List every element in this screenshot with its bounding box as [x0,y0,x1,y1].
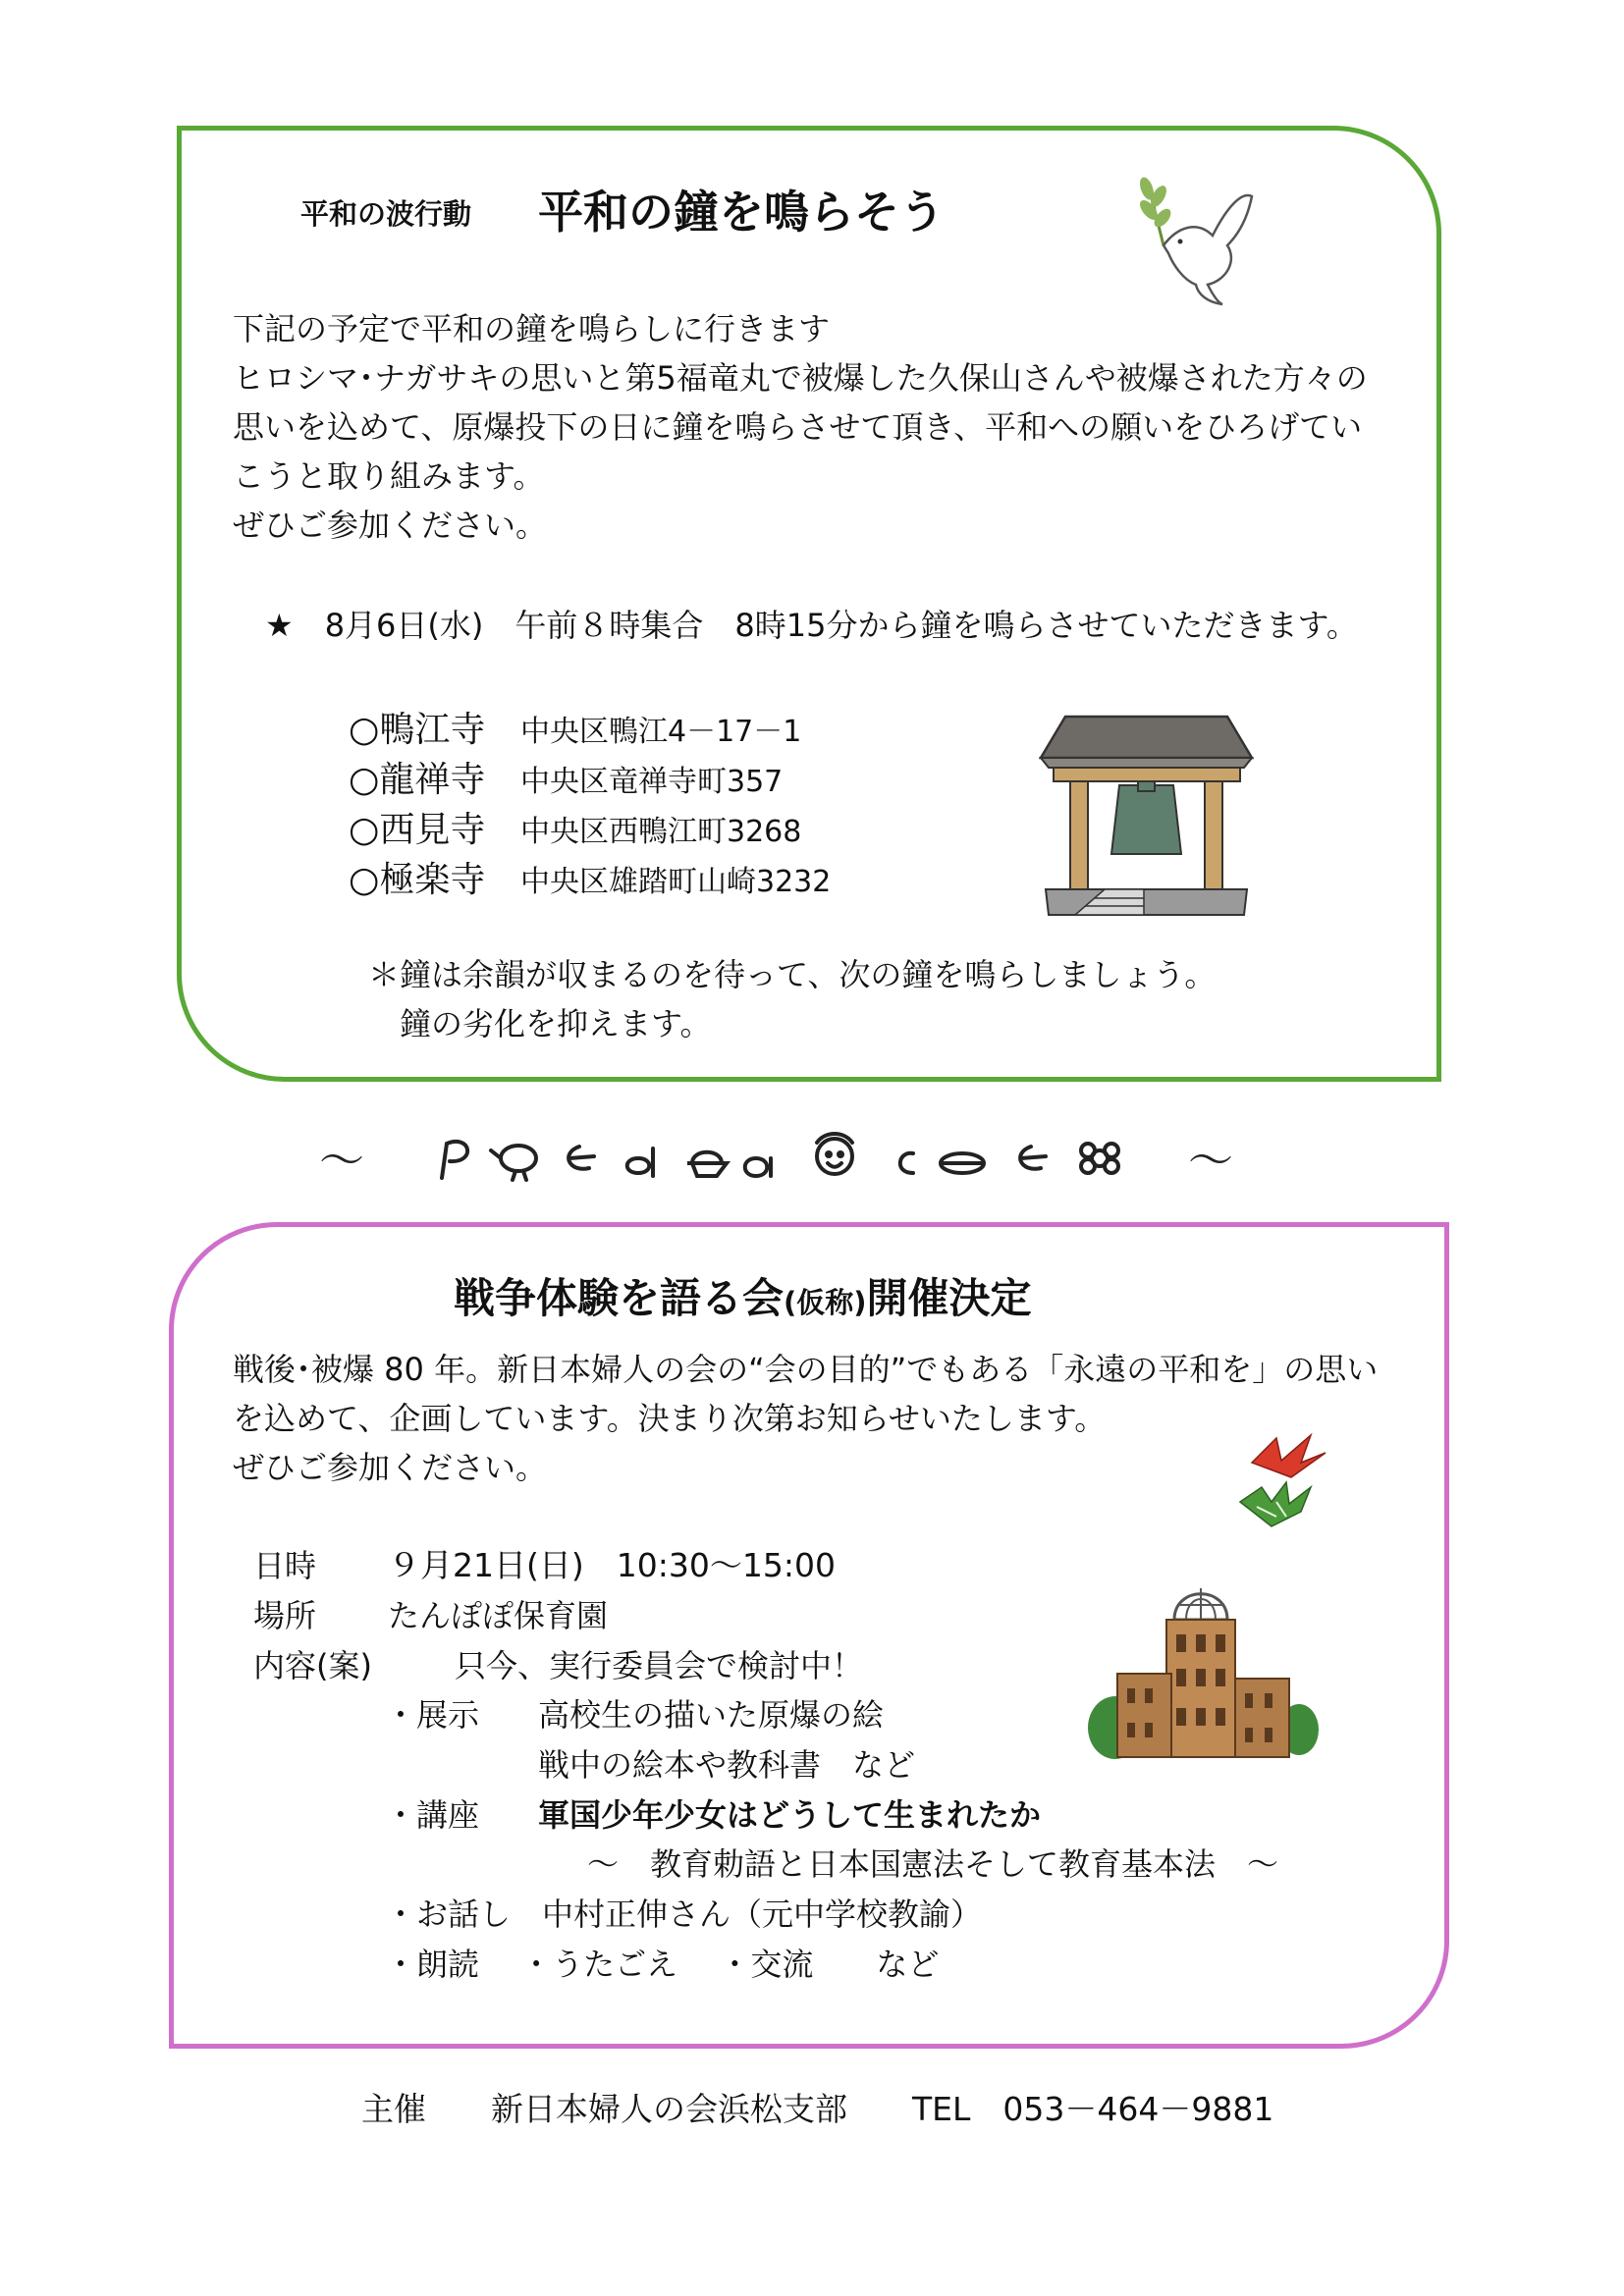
event-place-row [253,1591,863,1641]
temple-name: ○極楽寺 [349,860,486,900]
divider-tilde-left: ～ [319,1134,364,1187]
temple-address: 中央区雄踏町山崎3232 [520,865,832,899]
content-value: 只今、実行委員会で検討中！ [455,1647,864,1684]
bell-body-line: 思いを込めて、原爆投下の日に鐘を鳴らさせて頂き、平和への願いをひろげてい [233,408,1363,446]
talk-value: 中村正伸さん（元中学校教諭） [542,1896,983,1933]
bell-body-line: こうと取り組みます。 [233,457,545,495]
temple-name: ○西見寺 [349,810,486,850]
dove-icon [1119,167,1267,314]
place-label: 場所 [253,1597,317,1634]
divider-tilde-right: ～ [1188,1134,1233,1187]
war-body-line: 戦後･被爆 80 年。新日本婦人の会の“会の目的”でもある「永遠の平和を」の思い [233,1351,1379,1388]
place-value: たんぽぽ保育園 [388,1597,609,1634]
exhibit-label: ・展示 [385,1696,480,1734]
temple-item [349,752,831,802]
war-title-tentative: (仮称) [784,1286,867,1319]
misc-activities: ・朗読 ・うたごえ ・交流 など [385,1946,940,1983]
event-date-row [253,1541,863,1591]
bell-note [368,950,1216,1048]
event-content-row [253,1641,863,1691]
lecture-label: ・講座 [385,1796,480,1834]
bell-subtitle: 平和の波行動 [300,197,472,231]
decorative-flourish-icon [432,1129,1168,1188]
war-body-line: を込めて、企画しています。決まり次第お知らせいたします。 [233,1400,1107,1437]
event-details [253,1541,863,1691]
temple-item [349,852,831,902]
bell-title: 平和の鐘を鳴らそう [538,186,945,239]
war-body-line: ぜひご参加ください。 [233,1449,548,1486]
temple-name: ○龍禅寺 [349,760,486,800]
content-label: 内容(案) [253,1647,372,1684]
bell-body [233,304,1368,550]
exhibit-line: 高校生の描いた原爆の絵 [538,1696,885,1734]
exhibit-line: 戦中の絵本や教科書 など [538,1746,916,1784]
war-body [233,1345,1378,1492]
war-title [454,1266,1032,1325]
atomic-bomb-dome-icon [1088,1580,1319,1762]
bell-tower-icon [1036,707,1257,918]
bell-body-line: ヒロシマ･ナガサキの思いと第5福竜丸で被爆した久保山さんや被爆された方々の [233,359,1368,397]
lecture-subtitle: ～ 教育勅語と日本国憲法そして教育基本法 ～ [587,1845,1279,1883]
temple-list [349,702,831,902]
temple-address: 中央区竜禅寺町357 [520,765,784,799]
war-title-main: 戦争体験を語る会 [454,1274,785,1322]
temple-item [349,702,831,752]
temple-item [349,802,831,852]
organizer-footer: 主催 新日本婦人の会浜松支部 TEL 053－464－9881 [361,2090,1274,2128]
bell-note-line: 鐘の劣化を抑えます。 [368,1005,712,1042]
temple-name: ○鴨江寺 [349,710,486,750]
lecture-title: 軍国少年少女はどうして生まれたか [538,1796,1042,1834]
talk-label: ・お話し [385,1896,512,1933]
bell-note-line: ＊鐘は余韻が収まるのを待って、次の鐘を鳴らしましょう。 [368,956,1217,993]
date-value: ９月21日(日) 10:30～15:00 [388,1546,836,1584]
temple-address: 中央区鴨江4－17－1 [520,715,802,749]
date-label: 日時 [253,1547,317,1584]
temple-address: 中央区西鴨江町3268 [520,815,802,849]
bell-body-line: 下記の予定で平和の鐘を鳴らしに行きます [233,310,831,347]
bell-body-line: ぜひご参加ください。 [233,507,548,544]
paper-crane-icon [1232,1433,1340,1536]
bell-schedule: ★ 8月6日(水) 午前８時集合 8時15分から鐘を鳴らさせていただきます。 [265,607,1358,644]
war-title-decision: 開催決定 [866,1274,1032,1322]
